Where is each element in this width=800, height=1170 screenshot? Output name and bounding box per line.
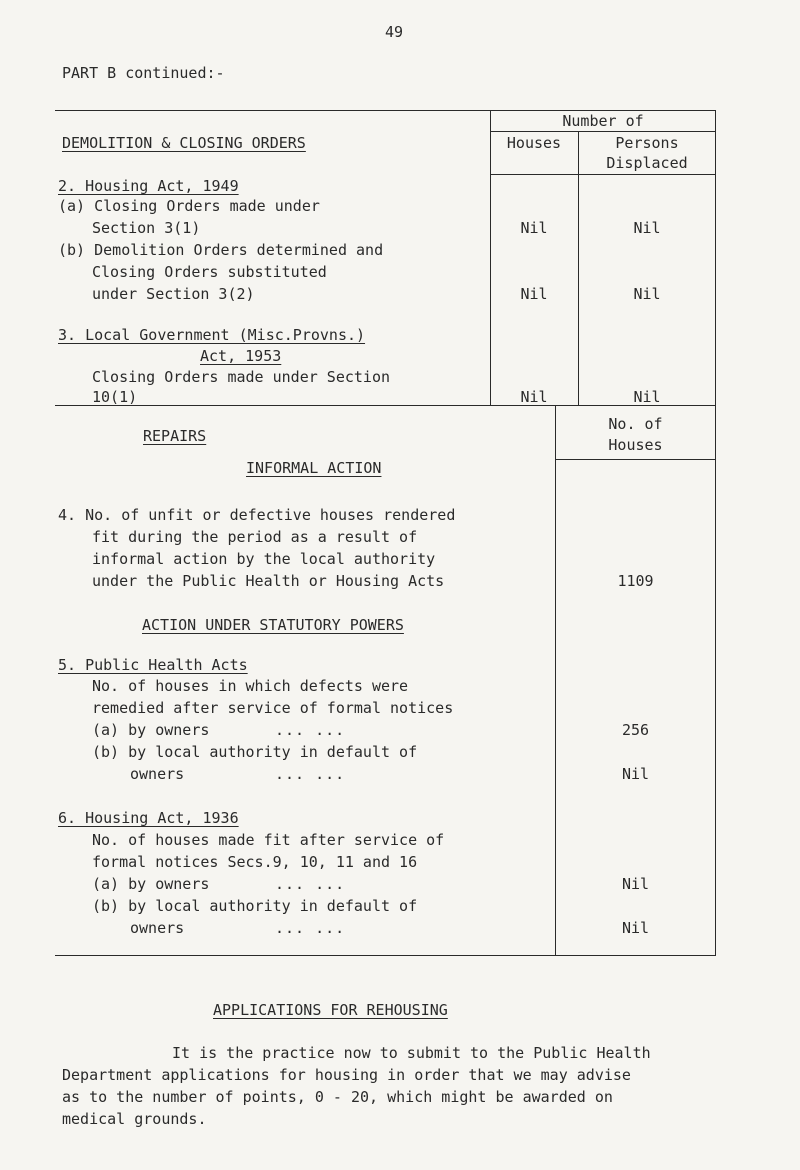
item5b-line1: (b) by local authority in default of — [92, 743, 418, 761]
page-number: 49 — [385, 23, 404, 41]
rehousing-para-line1: It is the practice now to submit to the Public Health — [172, 1044, 651, 1062]
item2b-line2: Closing Orders substituted — [92, 263, 327, 281]
item4-line3: informal action by the local authority — [92, 550, 436, 568]
item2b-houses: Nil — [520, 285, 548, 303]
item6a-label: (a) by owners — [92, 875, 210, 893]
item5b-line2: owners — [130, 765, 185, 783]
item4-value: 1109 — [617, 572, 654, 590]
item3-title-line2: Act, 1953 — [200, 347, 282, 365]
item5b-dots: ... ... — [275, 765, 346, 783]
informal-heading: INFORMAL ACTION — [246, 459, 382, 477]
item2a-line1: (a) Closing Orders made under — [58, 197, 320, 215]
header-displaced: Displaced — [606, 154, 688, 172]
item3-houses: Nil — [520, 388, 548, 406]
item2a-persons: Nil — [633, 219, 661, 237]
part-heading: PART B continued:- — [62, 64, 225, 82]
item5a-label: (a) by owners — [92, 721, 210, 739]
header-number-of: Number of — [562, 112, 644, 130]
item3-line2: 10(1) — [92, 388, 138, 406]
item3-persons: Nil — [633, 388, 661, 406]
item6-line1: No. of houses made fit after service of — [92, 831, 445, 849]
statutory-heading: ACTION UNDER STATUTORY POWERS — [142, 616, 404, 634]
item2b-line3: under Section 3(2) — [92, 285, 255, 303]
rehousing-heading: APPLICATIONS FOR REHOUSING — [213, 1001, 448, 1019]
item5-line2: remedied after service of formal notices — [92, 699, 454, 717]
item6b-line2: owners — [130, 919, 185, 937]
table1-heading: DEMOLITION & CLOSING ORDERS — [62, 134, 306, 152]
item2a-houses: Nil — [520, 219, 548, 237]
item2a-line2: Section 3(1) — [92, 219, 201, 237]
item6-title: 6. Housing Act, 1936 — [58, 809, 239, 827]
rehousing-para-line4: medical grounds. — [62, 1110, 207, 1128]
header-houses-2: Houses — [608, 436, 663, 454]
header-persons: Persons — [615, 134, 679, 152]
item6b-value: Nil — [621, 919, 650, 937]
item5-title: 5. Public Health Acts — [58, 656, 248, 674]
item2b-persons: Nil — [633, 285, 661, 303]
item5a-dots: ... ... — [275, 721, 346, 739]
item6b-dots: ... ... — [275, 919, 346, 937]
item4-line1: 4. No. of unfit or defective houses rendered — [58, 506, 456, 524]
item4-line2: fit during the period as a result of — [92, 528, 418, 546]
item6a-value: Nil — [621, 875, 650, 893]
rehousing-para-line3: as to the number of points, 0 - 20, which might be awarded on — [62, 1088, 613, 1106]
item3-title-line1: 3. Local Government (Misc.Provns.) — [58, 326, 366, 344]
header-houses: Houses — [506, 134, 562, 152]
rehousing-para-line2: Department applications for housing in order that we may advise — [62, 1066, 631, 1084]
header-no-of: No. of — [608, 415, 663, 433]
table2-heading: REPAIRS — [143, 427, 207, 445]
item2-title: 2. Housing Act, 1949 — [58, 177, 239, 195]
item6-line2: formal notices Secs.9, 10, 11 and 16 — [92, 853, 418, 871]
item5a-value: 256 — [621, 721, 650, 739]
item6a-dots: ... ... — [275, 875, 346, 893]
item6b-line1: (b) by local authority in default of — [92, 897, 418, 915]
item5b-value: Nil — [621, 765, 650, 783]
item5-line1: No. of houses in which defects were — [92, 677, 409, 695]
item3-line1: Closing Orders made under Section — [92, 368, 391, 386]
item2b-line1: (b) Demolition Orders determined and — [58, 241, 384, 259]
item4-line4: under the Public Health or Housing Acts — [92, 572, 445, 590]
